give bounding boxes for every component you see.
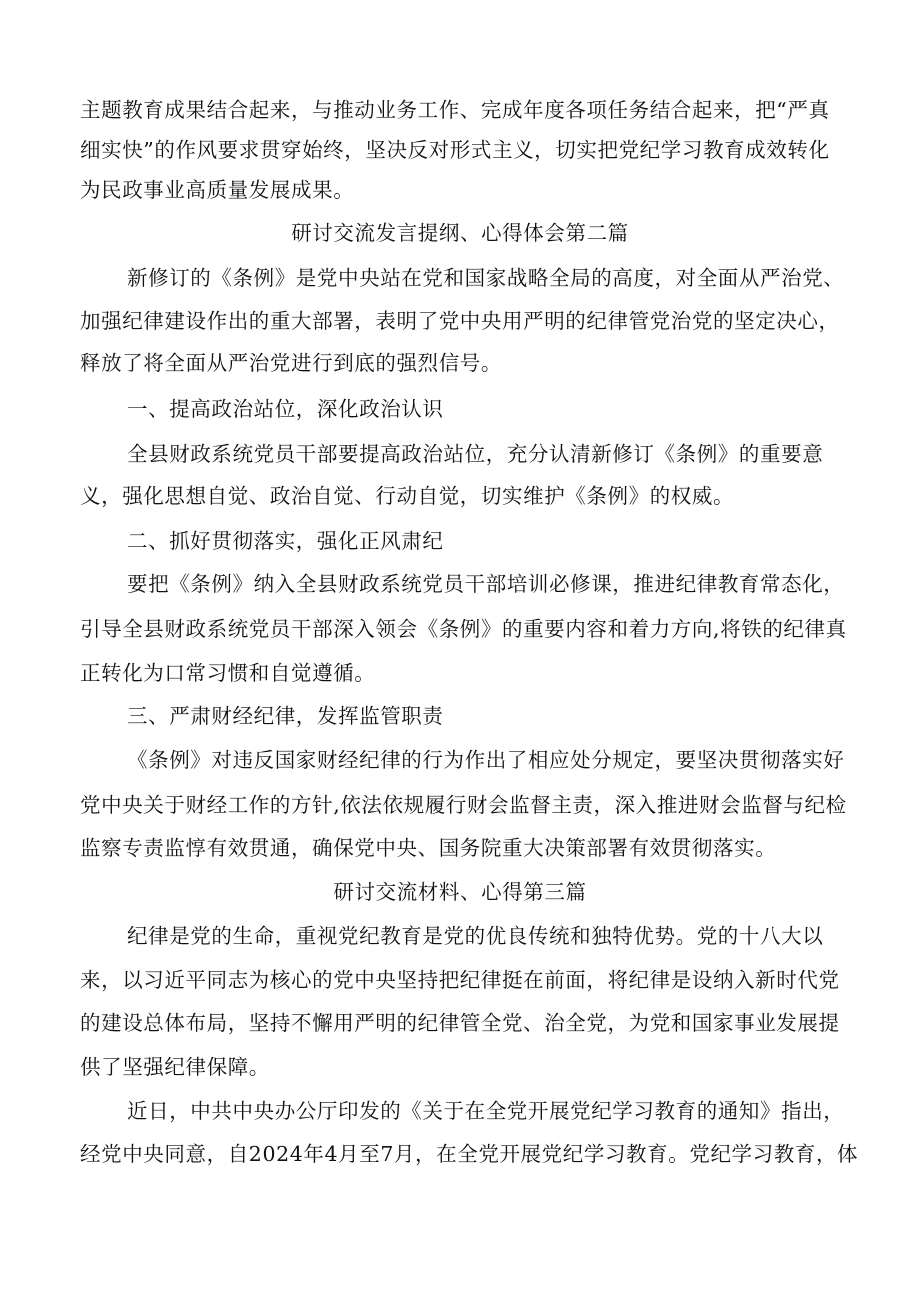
paragraph-line: 加强纪律建设作出的重大部署，表明了党中央用严明的纪律管党治党的坚定决心， (80, 309, 840, 333)
paragraph-line: 新修订的《条例》是党中央站在党和国家战略全局的高度，对全面从严治党、 (127, 266, 845, 290)
paragraph-line: 主题教育成果结合起来，与推动业务工作、完成年度各项任务结合起来，把“严真 (80, 98, 830, 122)
section-title: 研讨交流材料、心得第三篇 (333, 880, 587, 904)
paragraph-line: 经党中央同意，自2024年4月至7月，在全党开展党纪学习教育。党纪学习教育，体 (80, 1142, 859, 1166)
paragraph-line: 释放了将全面从严治党进行到底的强烈信号。 (80, 351, 502, 375)
paragraph-line: 供了坚强纪律保障。 (80, 1055, 270, 1079)
subsection-heading: 三、严肃财经纪律，发挥监管职责 (127, 704, 444, 728)
paragraph-line: 正转化为口常习惯和自觉遵循。 (80, 661, 376, 685)
subsection-heading: 一、提高政治站位，深化政治认识 (127, 397, 444, 421)
paragraph-line: 近日，中共中央办公厅印发的《关于在全党开展党纪学习教育的通知》指出， (127, 1099, 845, 1123)
paragraph-line: 监察专责监惇有效贯通，确保党中央、国务院重大决策部署有效贯彻落实。 (80, 836, 777, 860)
subsection-heading: 二、抓好贯彻落实，强化正风肃纪 (127, 529, 444, 553)
paragraph-line: 《条例》对违反国家财经纪律的行为作出了相应处分规定，要坚决贯彻落实好 (127, 748, 845, 772)
section-title: 研讨交流发言提纲、心得体会第二篇 (291, 221, 629, 245)
paragraph-line: 纪律是党的生命，重视党纪教育是党的优良传统和独特优势。党的十八大以 (127, 924, 824, 948)
paragraph-line: 的建设总体布局，坚持不懈用严明的纪律管全党、治全党，为党和国家事业发展提 (80, 1011, 840, 1035)
paragraph-line: 为民政事业高质量发展成果。 (80, 178, 355, 202)
paragraph-line: 引导全县财政系统党员干部深入领会《条例》的重要内容和着力方向,将铁的纪律真 (80, 617, 847, 641)
paragraph-line: 义，强化思想自觉、政治自觉、行动自觉，切实维护《条例》的权威。 (80, 484, 735, 508)
paragraph-line: 细实快”的作风要求贯穿始终，坚决反对形式主义，切实把党纪学习教育成效转化 (80, 138, 830, 162)
paragraph-line: 全县财政系统党员干部要提高政治站位，充分认清新修订《条例》的重要意 (127, 442, 824, 466)
paragraph-line: 要把《条例》纳入全县财政系统党员干部培训必修课，推进纪律教育常态化， (127, 572, 845, 596)
paragraph-line: 党中央关于财经工作的方针,依法依规履行财会监督主责，深入推进财会监督与纪检 (80, 793, 847, 817)
paragraph-line: 来，以习近平同志为核心的党中央坚持把纪律挺在前面，将纪律是设纳入新时代党 (80, 968, 840, 992)
